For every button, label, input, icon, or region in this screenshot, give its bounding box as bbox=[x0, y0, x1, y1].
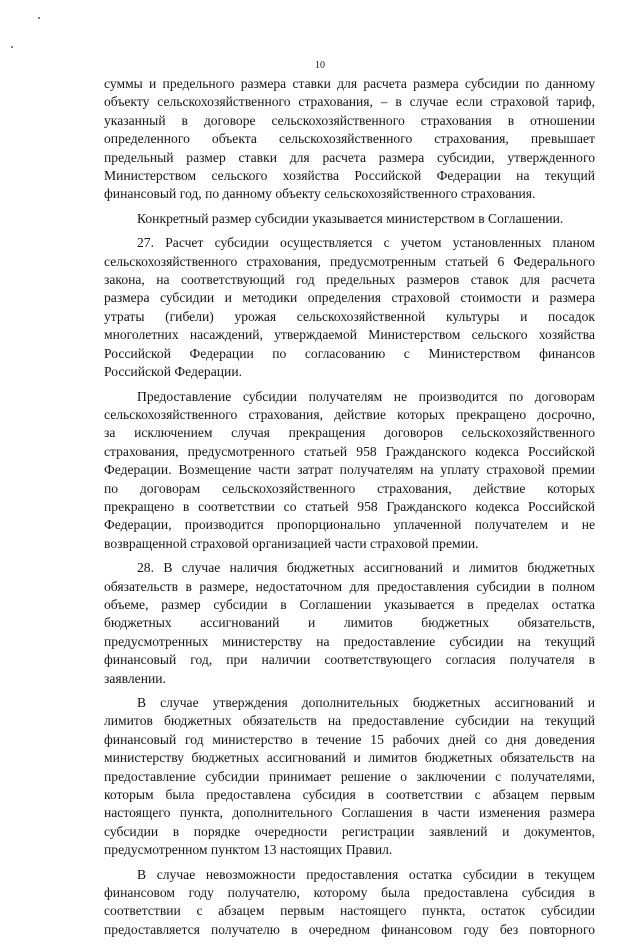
paragraph-p4 bbox=[104, 388, 595, 554]
text-line: сельскохозяйственного страхования, предусмотренным статьей 6 Федерального bbox=[104, 253, 595, 269]
text-line: возвращенной страховой организацией части страховой премии. bbox=[104, 535, 479, 551]
text-line: В случае утверждения дополнительных бюджетных ассигнований и bbox=[137, 695, 595, 710]
text-line: по договорам сельскохозяйственного страхования, действие которых bbox=[104, 480, 595, 496]
text-line: которым была предоставлена субсидия в соответствии с абзацем первым bbox=[104, 787, 595, 803]
text-line: утраты (гибели) урожая сельскохозяйственной культуры и посадок bbox=[104, 308, 595, 324]
text-line: Министерством сельского хозяйства Российской Федерации на текущий bbox=[104, 168, 595, 184]
paragraph-p3 bbox=[104, 234, 595, 381]
document-body bbox=[104, 75, 595, 945]
text-line: предусмотренных министерству на предоставление субсидии на текущий bbox=[104, 633, 595, 649]
text-line: 28. В случае наличия бюджетных ассигнований и лимитов бюджетных bbox=[137, 560, 595, 576]
text-line: сельскохозяйственного страхования, действие которых прекращено досрочно, bbox=[104, 406, 595, 422]
text-line: финансовый год, при наличии соответствующего согласия получателя в bbox=[104, 652, 595, 668]
text-line: финансовом году получателю, которому была предоставлена субсидия в bbox=[104, 885, 595, 901]
text-line: министерству бюджетных ассигнований и лимитов бюджетных обязательств на bbox=[104, 750, 595, 766]
text-line: размера субсидии и методики определения страховой стоимости и размера bbox=[104, 290, 595, 306]
scan-speck bbox=[11, 46, 13, 48]
text-line: определенного объекта сельскохозяйственного страхования, превышает bbox=[104, 131, 595, 147]
paragraph-p7 bbox=[104, 866, 595, 940]
page-number: 10 bbox=[315, 60, 325, 71]
text-line: многолетних насаждений, утверждаемой Министерством сельского хозяйства bbox=[104, 327, 595, 343]
text-line: указанный в договоре сельскохозяйственного страхования в отношении bbox=[104, 112, 595, 128]
text-line: Федерации. Возмещение части затрат получателям на уплату страховой премии bbox=[104, 462, 595, 478]
scan-speck bbox=[38, 17, 40, 19]
text-line: бюджетных ассигнований и лимитов бюджетных обязательств, bbox=[104, 615, 595, 631]
paragraph-p6 bbox=[104, 694, 595, 860]
text-line: соответствии с абзацем первым настоящего пункта, остаток субсидии bbox=[104, 903, 595, 919]
text-line: страхования, предусмотренного статьей 958 Гражданского кодекса Российской bbox=[104, 443, 595, 459]
text-line: Российской Федерации. bbox=[104, 364, 242, 380]
text-line: Российской Федерации по согласованию с Министерством финансов bbox=[104, 345, 595, 361]
text-line: предельный размер ставки для расчета размера субсидии, утвержденного bbox=[104, 149, 595, 165]
paragraph-p2 bbox=[104, 210, 595, 228]
paragraph-p5 bbox=[104, 559, 595, 688]
text-line: субсидии в порядке очередности регистрации заявлений и документов, bbox=[104, 823, 595, 839]
text-line: финансовый год, по данному объекту сельскохозяйственного страхования. bbox=[104, 186, 536, 202]
text-line: предоставляется получателю в очередном финансовом году без повторного bbox=[104, 921, 595, 937]
text-line: Конкретный размер субсидии указывается министерством в Соглашении. bbox=[137, 210, 564, 226]
text-line: Федерации, производится пропорционально уплаченной получателем и не bbox=[104, 517, 595, 533]
text-line: лимитов бюджетных обязательств на предоставление субсидии на текущий bbox=[104, 713, 595, 729]
text-line: В случае невозможности предоставления остатка субсидии в текущем bbox=[137, 866, 595, 882]
text-line: финансовый год министерство в течение 15 рабочих дней со дня доведения bbox=[104, 731, 595, 747]
text-line: за исключением случая прекращения договоров сельскохозяйственного bbox=[104, 425, 595, 441]
text-line: обязательств в размере, недостаточном для предоставления субсидии в полном bbox=[104, 578, 595, 594]
text-line: заявлении. bbox=[104, 670, 166, 686]
text-line: предоставление субсидии принимает решение о заключении с получателями, bbox=[104, 768, 595, 784]
text-line: суммы и предельного размера ставки для расчета размера субсидии по данному bbox=[104, 76, 595, 91]
text-line: 27. Расчет субсидии осуществляется с учетом установленных планом bbox=[137, 235, 595, 251]
text-line: объеме, размер субсидии в Соглашении указывается в пределах остатка bbox=[104, 596, 595, 612]
paragraph-p1 bbox=[104, 75, 595, 204]
text-line: закона, на соответствующий год предельных размеров ставок для расчета bbox=[104, 272, 595, 288]
text-line: Предоставление субсидии получателям не производится по договорам bbox=[137, 388, 595, 404]
text-line: предусмотренном пунктом 13 настоящих Правил. bbox=[104, 842, 393, 858]
text-line: прекращено в соответствии со статьей 958 Гражданского кодекса Российской bbox=[104, 498, 595, 514]
text-line: объекту сельскохозяйственного страхования, – в случае если страховой тариф, bbox=[104, 94, 595, 110]
text-line: настоящего пункта, дополнительного Соглашения в части изменения размера bbox=[104, 805, 595, 821]
